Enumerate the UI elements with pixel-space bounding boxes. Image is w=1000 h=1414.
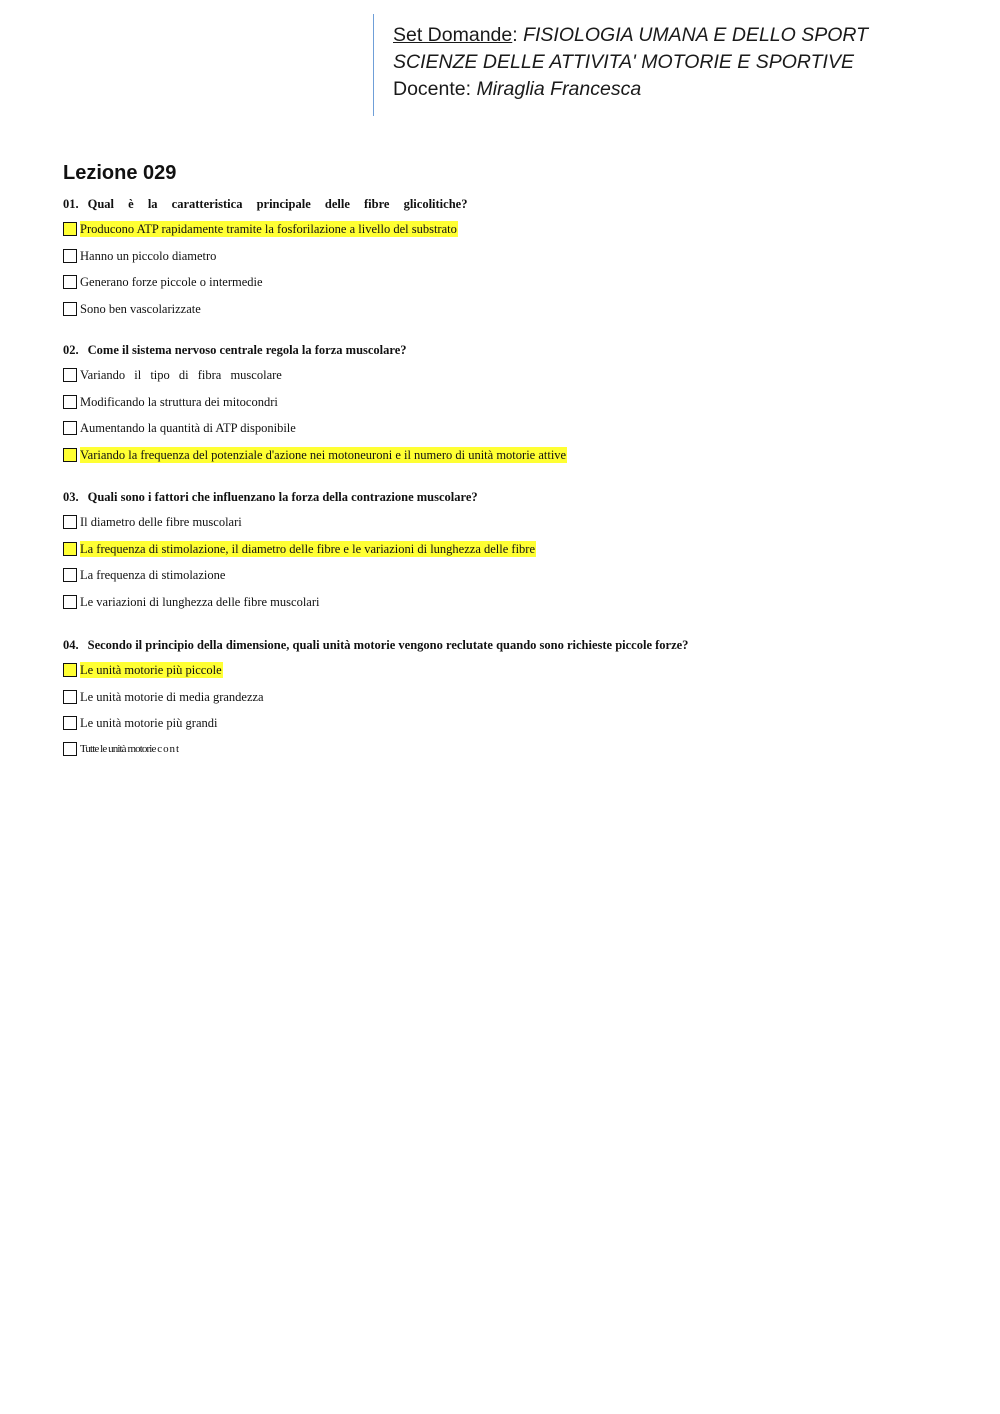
- question-text: [63, 342, 960, 358]
- answer-label: Sono ben vascolarizzate: [80, 301, 201, 316]
- course-name: SCIENZE DELLE ATTIVITA' MOTORIE E SPORTIVE: [393, 51, 854, 73]
- answer-option[interactable]: [63, 301, 960, 317]
- answer-checkbox[interactable]: [63, 448, 77, 462]
- question-text: [63, 637, 960, 653]
- answer-label: Il diametro delle fibre muscolari: [80, 515, 242, 529]
- answer-option[interactable]: [63, 447, 960, 463]
- answer-label: Producono ATP rapidamente tramite la fosforilazione a livello del substrato: [80, 222, 457, 236]
- question-label: Qual è la caratteristica principale delle fibre glicolitiche?: [87, 197, 468, 211]
- question-label: Come il sistema nervoso centrale regola la forza muscolare?: [87, 343, 407, 357]
- answer-checkbox[interactable]: [63, 690, 77, 704]
- answer-option[interactable]: [63, 221, 960, 237]
- answer-option[interactable]: [63, 662, 960, 678]
- answer-label: La frequenza di stimolazione, il diametro delle fibre e le variazioni di lunghezza delle fibre: [80, 541, 536, 556]
- answer-checkbox[interactable]: [63, 542, 77, 556]
- header-set-line: [393, 22, 973, 49]
- question-block: [63, 196, 960, 327]
- question-text: [63, 489, 960, 505]
- answer-label: Aumentando la quantità di ATP disponibile: [80, 421, 296, 435]
- answer-option[interactable]: [63, 420, 960, 436]
- question-label: Quali sono i fattori che influenzano la forza della contrazione muscolare?: [87, 490, 478, 504]
- lesson-title: Lezione 029: [63, 162, 177, 184]
- set-value: FISIOLOGIA UMANA E DELLO SPORT: [523, 24, 869, 46]
- answer-option[interactable]: [63, 367, 960, 383]
- answer-checkbox[interactable]: [63, 515, 77, 529]
- answer-checkbox[interactable]: [63, 249, 77, 263]
- answer-label: Le variazioni di lunghezza delle fibre muscolari: [80, 594, 320, 609]
- question-text: [63, 196, 960, 212]
- question-block: [63, 489, 960, 620]
- answer-option[interactable]: [63, 541, 960, 557]
- answer-checkbox[interactable]: [63, 742, 77, 756]
- answer-label: La frequenza di stimolazione: [80, 568, 226, 582]
- teacher-name: Miraglia Francesca: [476, 78, 642, 100]
- answer-label: Le unità motorie più piccole: [80, 663, 222, 677]
- answer-label: Hanno un piccolo diametro: [80, 248, 217, 263]
- answer-label: Tutte le unità motorie c o n t: [80, 742, 179, 755]
- answer-label: Modificando la struttura dei mitocondri: [80, 394, 278, 409]
- answer-option[interactable]: [63, 741, 960, 757]
- answer-checkbox[interactable]: [63, 716, 77, 730]
- answer-checkbox[interactable]: [63, 421, 77, 435]
- answer-label: Variando la frequenza del potenziale d'azione nei motoneuroni e il numero di unità motorie attive: [80, 447, 567, 462]
- question-block: [63, 342, 960, 473]
- answer-checkbox[interactable]: [63, 568, 77, 582]
- answer-option[interactable]: [63, 689, 960, 705]
- answer-option[interactable]: [63, 394, 960, 410]
- set-separator: :: [512, 24, 524, 46]
- set-label: Set Domande: [393, 24, 513, 46]
- answer-label: Generano forze piccole o intermedie: [80, 275, 263, 289]
- question-number: 03.: [63, 490, 79, 504]
- teacher-label: Docente:: [393, 78, 477, 100]
- answer-checkbox[interactable]: [63, 663, 77, 677]
- question-number: 04.: [63, 638, 79, 652]
- answer-option[interactable]: [63, 274, 960, 290]
- answer-checkbox[interactable]: [63, 368, 77, 382]
- question-number: 02.: [63, 343, 79, 357]
- answer-option[interactable]: [63, 248, 960, 264]
- answer-option[interactable]: [63, 715, 960, 731]
- document-header: [373, 14, 973, 116]
- answer-checkbox[interactable]: [63, 302, 77, 316]
- answer-label: Le unità motorie più grandi: [80, 716, 218, 730]
- answer-checkbox[interactable]: [63, 222, 77, 236]
- answer-label: Le unità motorie di media grandezza: [80, 689, 264, 704]
- answer-option[interactable]: [63, 567, 960, 583]
- question-block: [63, 637, 960, 767]
- header-teacher-line: [393, 76, 973, 103]
- question-label: Secondo il principio della dimensione, quali unità motorie vengono reclutate quando sono richieste piccole forze?: [87, 638, 689, 652]
- answer-checkbox[interactable]: [63, 275, 77, 289]
- answer-label: Variando il tipo di fibra muscolare: [80, 368, 282, 382]
- answer-option[interactable]: [63, 514, 960, 530]
- question-number: 01.: [63, 197, 79, 211]
- answer-option[interactable]: [63, 594, 960, 610]
- answer-checkbox[interactable]: [63, 395, 77, 409]
- answer-checkbox[interactable]: [63, 595, 77, 609]
